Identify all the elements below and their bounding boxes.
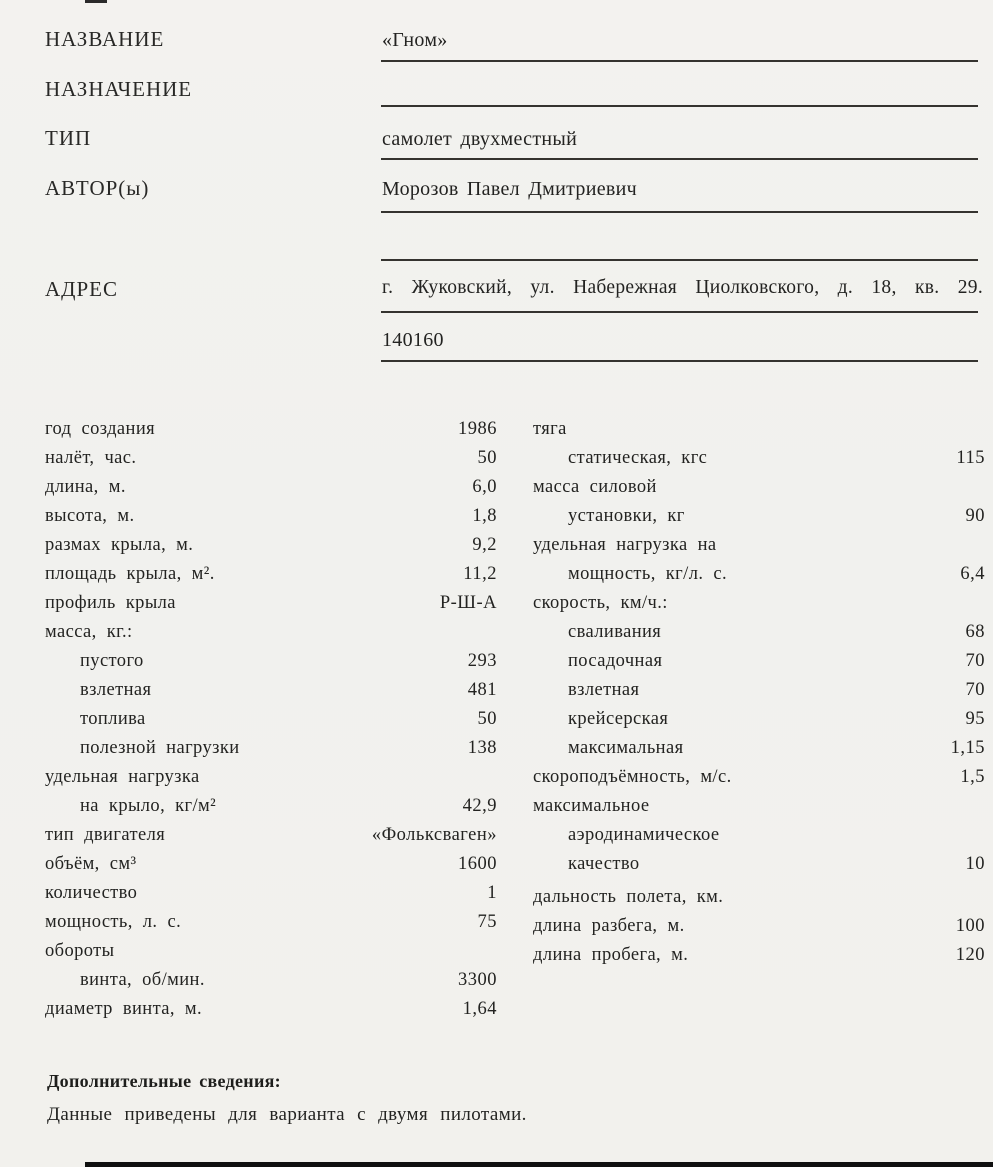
spec-label: площадь крыла, м². xyxy=(45,564,215,584)
spec-label: масса, кг.: xyxy=(45,622,133,642)
spec-row xyxy=(45,676,497,705)
spec-value: 6,4 xyxy=(960,564,985,584)
spec-row xyxy=(533,502,985,531)
form-field-underline xyxy=(381,311,978,313)
spec-row xyxy=(533,618,985,647)
spec-row xyxy=(45,821,497,850)
additional-info-note: Данные приведены для варианта с двумя пилотами. xyxy=(47,1104,527,1125)
spec-value: 138 xyxy=(467,738,497,758)
spec-value: 6,0 xyxy=(472,477,497,497)
spec-value: 481 xyxy=(467,680,497,700)
spec-row xyxy=(45,879,497,908)
spec-row xyxy=(45,966,497,995)
spec-value: 70 xyxy=(965,651,985,671)
spec-value: 1,64 xyxy=(462,999,497,1019)
spec-label: объём, см³ xyxy=(45,854,137,874)
spec-label: взлетная xyxy=(80,680,152,700)
spec-row xyxy=(533,647,985,676)
spec-value: 1986 xyxy=(458,419,497,439)
form-field-underline xyxy=(381,105,978,107)
form-field-underline xyxy=(381,259,978,261)
spec-row xyxy=(45,444,497,473)
form-field-underline xyxy=(381,158,978,160)
spec-row xyxy=(533,821,985,850)
spec-row xyxy=(533,444,985,473)
form-field-value: 140160 xyxy=(382,329,444,351)
spec-label: посадочная xyxy=(568,651,663,671)
form-field-value: Морозов Павел Дмитриевич xyxy=(382,178,637,200)
spec-row xyxy=(45,705,497,734)
form-field-value: «Гном» xyxy=(382,29,448,51)
spec-label: аэродинамическое xyxy=(568,825,720,845)
spec-label: удельная нагрузка xyxy=(45,767,200,787)
spec-row xyxy=(533,763,985,792)
spec-label: взлетная xyxy=(568,680,640,700)
spec-value: 3300 xyxy=(458,970,497,990)
spec-row xyxy=(45,850,497,879)
spec-label: диаметр винта, м. xyxy=(45,999,203,1019)
spec-value: «Фольксваген» xyxy=(371,825,497,845)
spec-label: скороподъёмность, м/с. xyxy=(533,767,732,787)
additional-info-heading: Дополнительные сведения: xyxy=(47,1071,281,1091)
spec-row xyxy=(533,531,985,560)
spec-label: мощность, л. с. xyxy=(45,912,182,932)
form-field-label: АДРЕС xyxy=(45,277,119,301)
form-field-underline xyxy=(381,211,978,213)
spec-label: дальность полета, км. xyxy=(533,887,724,907)
spec-label: максимальная xyxy=(568,738,684,758)
spec-label: обороты xyxy=(45,941,115,961)
spec-value: 90 xyxy=(965,506,985,526)
spec-row xyxy=(533,560,985,589)
spec-value: 1600 xyxy=(458,854,497,874)
spec-value: 68 xyxy=(965,622,985,642)
form-field-value: г. Жуковский, ул. Набережная Циолковского, д. 18, кв. 29. xyxy=(382,277,983,298)
spec-value: 1,15 xyxy=(950,738,985,758)
spec-row xyxy=(533,589,985,618)
spec-row xyxy=(45,502,497,531)
spec-label: качество xyxy=(568,854,640,874)
spec-value: 115 xyxy=(956,448,985,468)
spec-label: сваливания xyxy=(568,622,662,642)
spec-value: 75 xyxy=(477,912,497,932)
spec-label: год создания xyxy=(45,419,156,439)
spec-value: 120 xyxy=(955,945,985,965)
scan-artifact-top xyxy=(85,0,107,3)
spec-row xyxy=(533,850,985,879)
spec-row xyxy=(45,560,497,589)
spec-row xyxy=(533,941,985,970)
spec-row xyxy=(45,647,497,676)
spec-value: 293 xyxy=(467,651,497,671)
spec-value: 50 xyxy=(477,448,497,468)
spec-label: крейсерская xyxy=(568,709,669,729)
spec-label: топлива xyxy=(80,709,146,729)
spec-label: длина, м. xyxy=(45,477,126,497)
spec-value: 11,2 xyxy=(463,564,497,584)
spec-row xyxy=(533,883,985,912)
scan-artifact-bottom xyxy=(85,1162,993,1167)
spec-label: длина пробега, м. xyxy=(533,945,689,965)
specs-left-column xyxy=(45,415,497,1024)
spec-label: размах крыла, м. xyxy=(45,535,194,555)
spec-row xyxy=(533,792,985,821)
form-field-underline xyxy=(381,360,978,362)
spec-label: тяга xyxy=(533,419,567,439)
spec-row xyxy=(45,734,497,763)
spec-row xyxy=(45,937,497,966)
spec-label: высота, м. xyxy=(45,506,135,526)
form-field-label: НАЗНАЧЕНИЕ xyxy=(45,77,193,101)
form-field-value: самолет двухместный xyxy=(382,128,578,150)
spec-row xyxy=(533,912,985,941)
spec-label: мощность, кг/л. с. xyxy=(568,564,728,584)
spec-value: 95 xyxy=(965,709,985,729)
spec-row xyxy=(45,618,497,647)
spec-label: винта, об/мин. xyxy=(80,970,205,990)
spec-label: длина разбега, м. xyxy=(533,916,685,936)
spec-value: 100 xyxy=(955,916,985,936)
specs-right-column xyxy=(533,415,985,970)
spec-label: установки, кг xyxy=(568,506,685,526)
spec-value: 1,5 xyxy=(960,767,985,787)
spec-label: максимальное xyxy=(533,796,650,816)
spec-row xyxy=(533,415,985,444)
spec-value: 42,9 xyxy=(462,796,497,816)
spec-value: 1,8 xyxy=(472,506,497,526)
spec-label: скорость, км/ч.: xyxy=(533,593,668,613)
spec-value: 10 xyxy=(965,854,985,874)
spec-value: 9,2 xyxy=(472,535,497,555)
form-field-label: ТИП xyxy=(45,126,92,150)
spec-row xyxy=(45,792,497,821)
spec-label: удельная нагрузка на xyxy=(533,535,717,555)
spec-row xyxy=(533,676,985,705)
form-field-label: НАЗВАНИЕ xyxy=(45,27,165,51)
spec-value: 50 xyxy=(477,709,497,729)
spec-label: статическая, кгс xyxy=(568,448,708,468)
spec-label: на крыло, кг/м² xyxy=(80,796,217,816)
spec-row xyxy=(45,415,497,444)
spec-label: масса силовой xyxy=(533,477,657,497)
spec-label: количество xyxy=(45,883,138,903)
spec-row xyxy=(45,995,497,1024)
spec-row xyxy=(533,734,985,763)
spec-row xyxy=(533,705,985,734)
spec-value: Р-Ш-А xyxy=(439,593,497,613)
form-field-underline xyxy=(381,60,978,62)
spec-label: полезной нагрузки xyxy=(80,738,240,758)
spec-row xyxy=(45,531,497,560)
spec-row xyxy=(45,908,497,937)
spec-row xyxy=(45,589,497,618)
spec-label: профиль крыла xyxy=(45,593,176,613)
spec-value: 70 xyxy=(965,680,985,700)
spec-row xyxy=(45,763,497,792)
spec-label: тип двигателя xyxy=(45,825,166,845)
form-field-label: АВТОР(ы) xyxy=(45,176,150,200)
spec-label: налёт, час. xyxy=(45,448,137,468)
spec-row xyxy=(45,473,497,502)
spec-label: пустого xyxy=(80,651,144,671)
spec-value: 1 xyxy=(487,883,497,903)
spec-row xyxy=(533,473,985,502)
